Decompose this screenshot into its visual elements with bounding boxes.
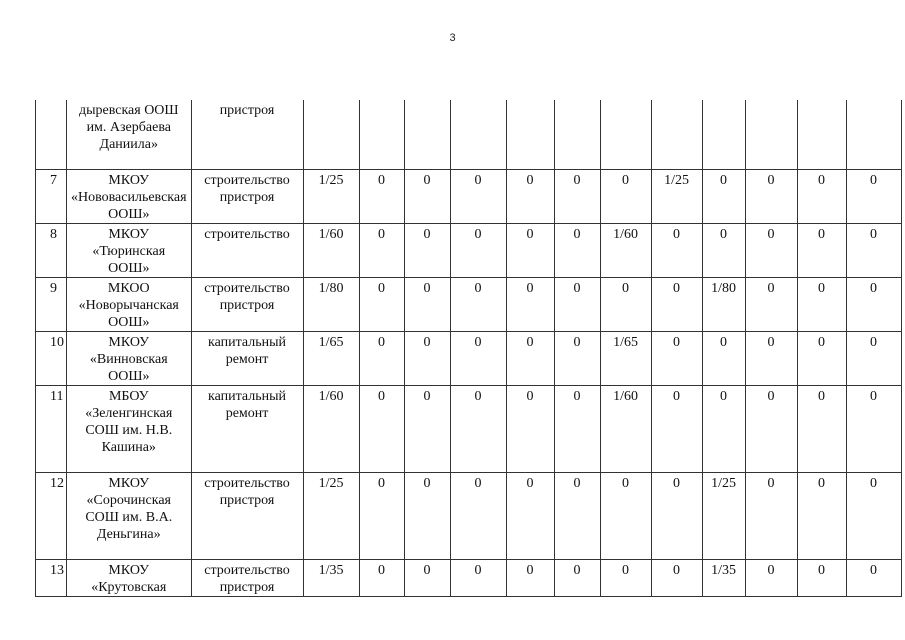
work-type: капитальный ремонт — [191, 385, 303, 472]
value-cell: 0 — [554, 223, 600, 277]
school-name: МКОО «Новорычанская ООШ» — [67, 277, 192, 331]
work-type: строительство пристроя — [191, 277, 303, 331]
value-cell: 1/65 — [303, 331, 359, 385]
value-cell: 0 — [359, 223, 404, 277]
work-type: строительство пристроя — [191, 472, 303, 559]
value-cell: 0 — [745, 385, 797, 472]
value-cell: 1/65 — [600, 331, 651, 385]
value-cell: 0 — [745, 331, 797, 385]
value-cell: 0 — [506, 472, 554, 559]
value-cell: 0 — [554, 559, 600, 596]
value-cell: 0 — [450, 472, 506, 559]
value-cell: 0 — [846, 169, 901, 223]
value-cell: 0 — [404, 385, 450, 472]
value-cell — [797, 100, 846, 169]
value-cell: 1/60 — [303, 385, 359, 472]
value-cell — [554, 100, 600, 169]
school-name: МКОУ «Винновская ООШ» — [67, 331, 192, 385]
value-cell: 0 — [554, 385, 600, 472]
value-cell: 0 — [651, 472, 702, 559]
value-cell: 0 — [506, 223, 554, 277]
value-cell: 0 — [651, 277, 702, 331]
school-name: МКОУ «Тюринская ООШ» — [67, 223, 192, 277]
table-row — [36, 277, 902, 331]
value-cell — [745, 100, 797, 169]
value-cell: 0 — [651, 385, 702, 472]
work-type: пристроя — [191, 100, 303, 169]
value-cell: 0 — [554, 472, 600, 559]
value-cell: 1/25 — [303, 169, 359, 223]
value-cell: 0 — [450, 223, 506, 277]
value-cell: 0 — [554, 331, 600, 385]
value-cell: 0 — [745, 472, 797, 559]
value-cell: 0 — [745, 559, 797, 596]
school-name: МКОУ «Сорочинская СОШ им. В.А. Деньгина» — [67, 472, 192, 559]
value-cell: 0 — [702, 223, 745, 277]
value-cell: 0 — [797, 385, 846, 472]
page-number: 3 — [449, 32, 456, 44]
value-cell: 0 — [404, 223, 450, 277]
value-cell: 0 — [506, 169, 554, 223]
value-cell — [303, 100, 359, 169]
value-cell: 1/25 — [303, 472, 359, 559]
value-cell: 0 — [450, 385, 506, 472]
value-cell: 0 — [404, 472, 450, 559]
value-cell: 0 — [359, 277, 404, 331]
value-cell: 0 — [600, 472, 651, 559]
value-cell — [404, 100, 450, 169]
value-cell — [702, 100, 745, 169]
table-row — [36, 223, 902, 277]
table-row — [36, 472, 902, 559]
value-cell — [651, 100, 702, 169]
table-row — [36, 331, 902, 385]
value-cell: 0 — [506, 559, 554, 596]
value-cell: 0 — [554, 277, 600, 331]
value-cell: 0 — [702, 169, 745, 223]
value-cell: 0 — [797, 277, 846, 331]
value-cell: 0 — [745, 277, 797, 331]
table-row — [36, 100, 902, 169]
work-type: капитальный ремонт — [191, 331, 303, 385]
value-cell — [359, 100, 404, 169]
row-number: 8 — [36, 223, 67, 277]
school-name: МКОУ «Нововасильевская ООШ» — [67, 169, 192, 223]
value-cell: 0 — [846, 559, 901, 596]
value-cell: 0 — [702, 385, 745, 472]
value-cell: 0 — [506, 331, 554, 385]
work-type: строительство пристроя — [191, 169, 303, 223]
row-number: 10 — [36, 331, 67, 385]
row-number: 11 — [36, 385, 67, 472]
value-cell: 0 — [600, 169, 651, 223]
value-cell: 0 — [359, 472, 404, 559]
row-number: 12 — [36, 472, 67, 559]
value-cell: 0 — [404, 559, 450, 596]
value-cell — [600, 100, 651, 169]
value-cell: 0 — [359, 169, 404, 223]
value-cell: 0 — [797, 223, 846, 277]
value-cell: 0 — [651, 223, 702, 277]
value-cell: 1/60 — [600, 223, 651, 277]
value-cell: 0 — [359, 331, 404, 385]
value-cell: 0 — [404, 169, 450, 223]
value-cell: 0 — [651, 331, 702, 385]
school-name: МКОУ «Крутовская — [67, 559, 192, 596]
value-cell: 0 — [404, 277, 450, 331]
value-cell: 0 — [846, 385, 901, 472]
value-cell: 0 — [450, 277, 506, 331]
value-cell: 0 — [846, 277, 901, 331]
value-cell: 0 — [506, 385, 554, 472]
school-name: МБОУ «Зеленгинская СОШ им. Н.В. Кашина» — [67, 385, 192, 472]
value-cell: 0 — [846, 331, 901, 385]
value-cell: 0 — [450, 169, 506, 223]
value-cell: 0 — [651, 559, 702, 596]
value-cell: 0 — [846, 472, 901, 559]
table-row — [36, 169, 902, 223]
value-cell: 0 — [404, 331, 450, 385]
objects-table — [35, 100, 902, 597]
row-number: 13 — [36, 559, 67, 596]
row-number: 9 — [36, 277, 67, 331]
row-number: 7 — [36, 169, 67, 223]
value-cell: 1/60 — [303, 223, 359, 277]
value-cell: 0 — [797, 331, 846, 385]
value-cell: 0 — [506, 277, 554, 331]
table-row — [36, 385, 902, 472]
value-cell: 1/80 — [303, 277, 359, 331]
value-cell: 1/25 — [651, 169, 702, 223]
school-name: дыревская ООШ им. Азербаева Даниила» — [67, 100, 192, 169]
value-cell: 0 — [600, 559, 651, 596]
value-cell: 0 — [797, 472, 846, 559]
value-cell: 0 — [702, 331, 745, 385]
value-cell: 0 — [797, 169, 846, 223]
value-cell — [846, 100, 901, 169]
value-cell: 1/60 — [600, 385, 651, 472]
value-cell: 0 — [554, 169, 600, 223]
value-cell: 0 — [450, 559, 506, 596]
value-cell: 1/35 — [303, 559, 359, 596]
value-cell: 0 — [846, 223, 901, 277]
value-cell: 0 — [745, 223, 797, 277]
value-cell: 1/80 — [702, 277, 745, 331]
value-cell: 0 — [359, 559, 404, 596]
value-cell: 0 — [797, 559, 846, 596]
work-type: строительство — [191, 223, 303, 277]
value-cell: 0 — [450, 331, 506, 385]
work-type: строительство пристроя — [191, 559, 303, 596]
value-cell — [506, 100, 554, 169]
value-cell: 1/35 — [702, 559, 745, 596]
value-cell — [450, 100, 506, 169]
value-cell: 0 — [600, 277, 651, 331]
table-row — [36, 559, 902, 596]
value-cell: 0 — [745, 169, 797, 223]
row-number — [36, 100, 67, 169]
value-cell: 1/25 — [702, 472, 745, 559]
value-cell: 0 — [359, 385, 404, 472]
